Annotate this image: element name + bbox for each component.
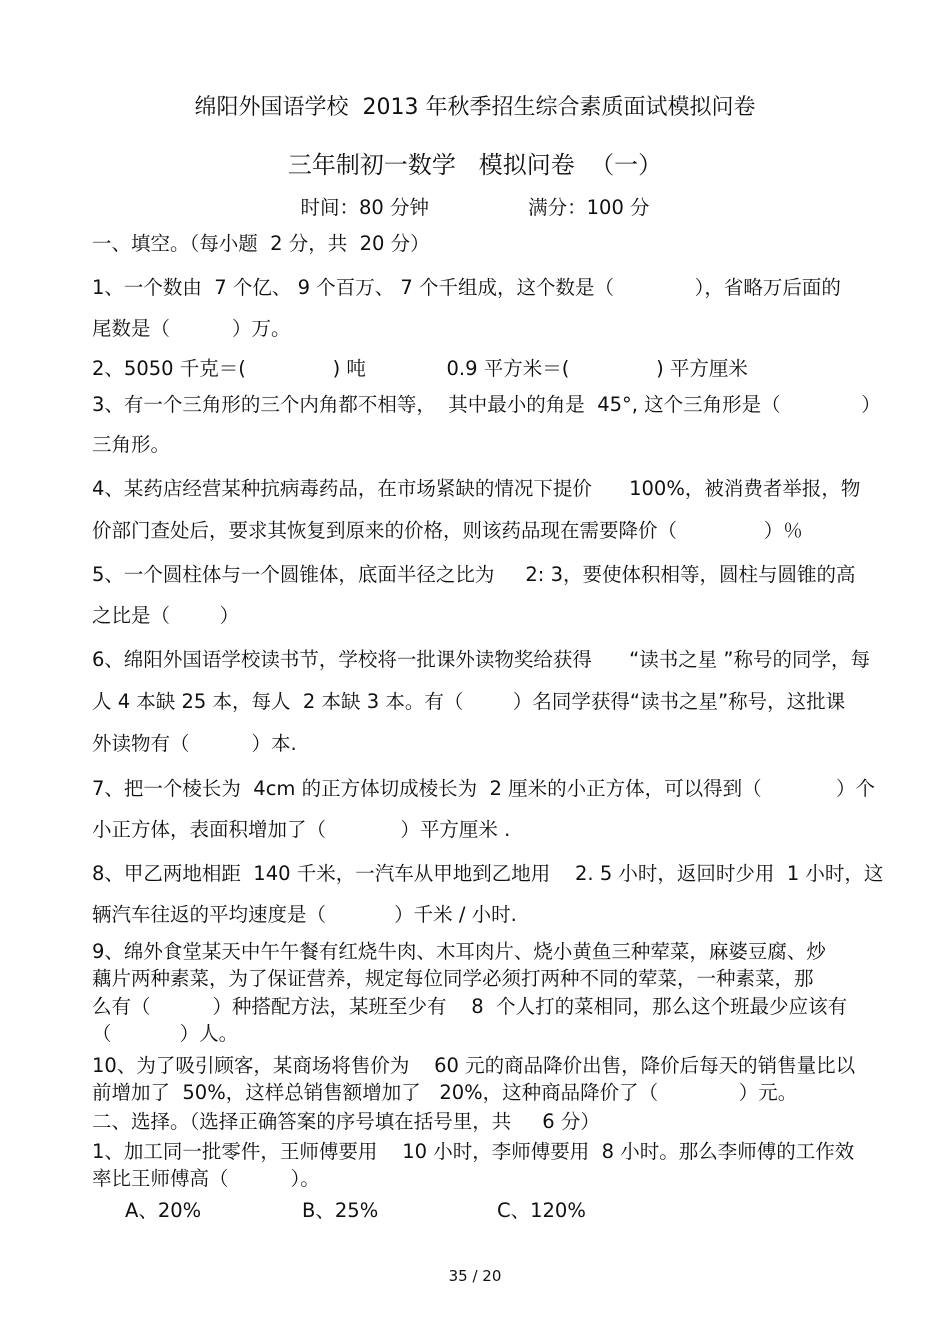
question-line: 藕片两种素菜，为了保证营养，规定每位同学必须打两种不同的荤菜，一种素菜，那 bbox=[92, 967, 814, 990]
question-line: 1、加工同一批零件，王师傅要用 10 小时，李师傅要用 8 小时。那么李师傅的工作效 bbox=[92, 1140, 855, 1163]
page-number: 35 / 20 bbox=[448, 1267, 502, 1285]
question-line: 2、5050 千克＝( ) 吨 0.9 平方米＝( ) 平方厘米 bbox=[92, 357, 748, 380]
exam-meta: 时间：80 分钟 满分：100 分 bbox=[300, 196, 650, 219]
question-line: 外读物有（ ）本. bbox=[92, 732, 297, 755]
question-line: 么有（ ）种搭配方法，某班至少有 8 个人打的菜相同，那么这个班最少应该有 bbox=[92, 995, 848, 1018]
question-line: 之比是（ ） bbox=[92, 604, 240, 627]
option-c: C、120% bbox=[497, 1199, 586, 1222]
option-b: B、25% bbox=[302, 1199, 379, 1222]
question-line: 尾数是（ ）万。 bbox=[92, 317, 291, 340]
question-line: 1、一个数由 7 个亿、 9 个百万、 7 个千组成，这个数是（ ），省略万后面的 bbox=[92, 276, 841, 299]
question-line: 前增加了 50%，这样总销售额增加了 20%，这种商品降价了（ ）元。 bbox=[92, 1081, 798, 1104]
question-line: 8、甲乙两地相距 140 千米，一汽车从甲地到乙地用 2. 5 小时，返回时少用 1 小时，这 bbox=[92, 862, 884, 885]
question-line: 小正方体，表面积增加了（ ）平方厘米 . bbox=[92, 818, 511, 841]
question-line: 率比王师傅高（ ）。 bbox=[92, 1167, 320, 1190]
section-heading: 一、填空。（每小题 2 分，共 20 分） bbox=[92, 232, 430, 255]
document-title: 绵阳外国语学校 2013 年秋季招生综合素质面试模拟问卷 bbox=[194, 95, 756, 120]
question-line: 价部门查处后，要求其恢复到原来的价格，则该药品现在需要降价（ ）％ bbox=[92, 519, 803, 542]
question-line: 三角形。 bbox=[92, 433, 171, 456]
question-line: 人 4 本缺 25 本，每人 2 本缺 3 本。有（ ）名同学获得“读书之星”称号，这批课 bbox=[92, 690, 846, 713]
section-heading: 二、选择。（选择正确答案的序号填在括号里，共 6 分） bbox=[92, 1110, 600, 1133]
option-a: A、20% bbox=[125, 1199, 202, 1222]
question-line: 辆汽车往返的平均速度是（ ）千米 / 小时. bbox=[92, 903, 517, 926]
document-subtitle: 三年制初一数学 模拟问卷 （一） bbox=[287, 151, 663, 179]
question-line: （ ）人。 bbox=[92, 1022, 239, 1045]
question-line: 5、一个圆柱体与一个圆锥体，底面半径之比为 2: 3，要使体积相等，圆柱与圆锥的高 bbox=[92, 563, 856, 586]
question-line: 9、绵外食堂某天中午午餐有红烧牛肉、木耳肉片、烧小黄鱼三种荤菜，麻婆豆腐、炒 bbox=[92, 940, 826, 963]
question-line: 6、绵阳外国语学校读书节，学校将一批课外读物奖给获得 “读书之星 ”称号的同学，每 bbox=[92, 648, 871, 671]
question-line: 7、把一个棱长为 4cm 的正方体切成棱长为 2 厘米的小正方体，可以得到（ ）个 bbox=[92, 777, 876, 800]
question-line: 4、某药店经营某种抗病毒药品，在市场紧缺的情况下提价 100%，被消费者举报，物 bbox=[92, 477, 861, 500]
question-line: 3、有一个三角形的三个内角都不相等， 其中最小的角是 45°, 这个三角形是（ ） bbox=[92, 393, 881, 416]
question-line: 10、为了吸引顾客，某商场将售价为 60 元的商品降价出售，降价后每天的销售量比以 bbox=[92, 1054, 856, 1077]
